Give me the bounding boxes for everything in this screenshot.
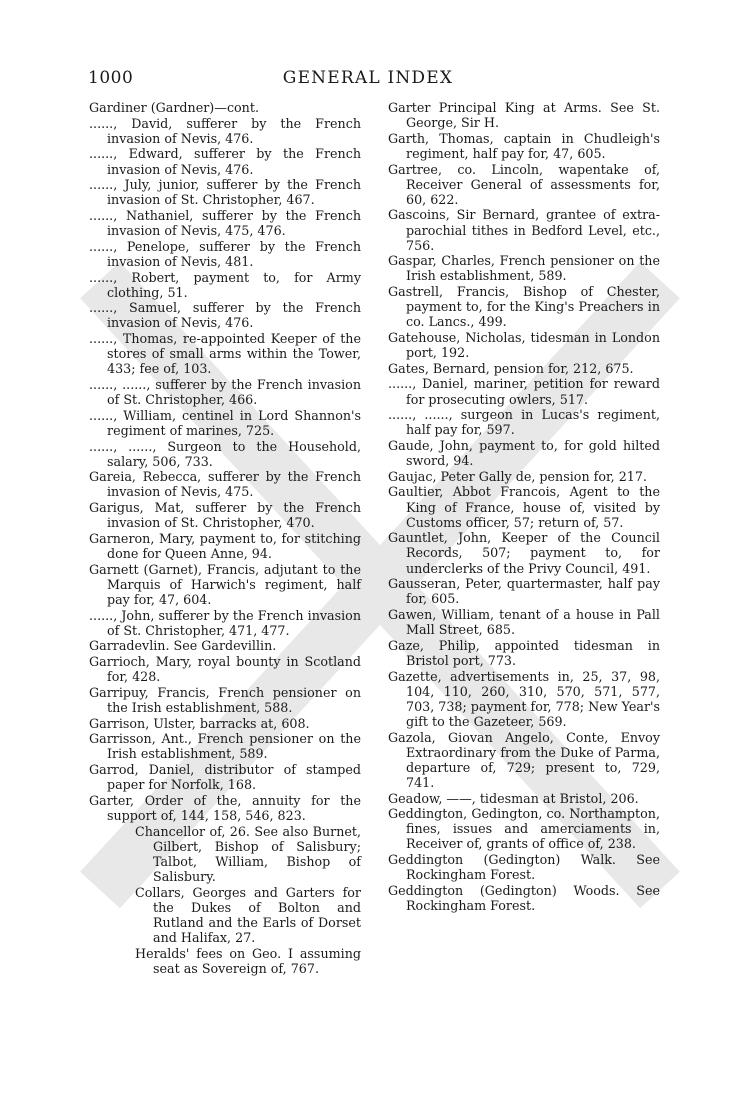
page-header — [88, 68, 648, 92]
index-entry: ......, July, junior, sufferer by the French invasion of St. Christopher, 467. — [89, 177, 361, 208]
index-entry: Gausseran, Peter, quartermaster, half pay for, 605. — [388, 576, 660, 607]
index-entry: Gaze, Philip, appointed tidesman in Bristol port, 773. — [388, 637, 660, 668]
index-entry: Gaujac, Peter Gally de, pension for, 217. — [388, 468, 647, 484]
index-entry: Gauntlet, John, Keeper of the Council Records, 507; payment to, for underclerks of the Privy Council, 491. — [388, 530, 660, 576]
index-entry: Gazette, advertisements in, 25, 37, 98, 104, 110, 260, 310, 570, 571, 577, 703, 738; payment for, 778; New Year's gift to the Gazeteer, 569. — [388, 668, 661, 729]
index-entry: ......, John, sufferer by the French invasion of St. Christopher, 471, 477. — [89, 607, 361, 638]
index-entry: Garigus, Mat, sufferer by the French invasion of St. Christopher, 470. — [89, 500, 361, 531]
index-subentry: Collars, Georges and Garters for the Dukes of Bolton and Rutland and the Earls of Dorset and Halifax, 27. — [135, 884, 361, 945]
index-column-left — [89, 100, 361, 976]
index-entry: Garrison, Ulster, barracks at, 608. — [89, 715, 310, 731]
page-number: 1000 — [88, 68, 134, 88]
index-entry: Gaspar, Charles, French pensioner on the Irish establishment, 589. — [388, 253, 660, 284]
index-entry: Geadow, ——, tidesman at Bristol, 206. — [388, 790, 639, 806]
index-entry: Garneron, Mary, payment to, for stitching done for Queen Anne, 94. — [89, 530, 361, 562]
index-entry: Gatehouse, Nicholas, tidesman in London port, 192. — [388, 329, 660, 361]
index-entry: ......, David, sufferer by the French invasion of Nevis, 476. — [89, 115, 361, 146]
index-entry: ......, Edward, sufferer by the French invasion of Nevis, 476. — [89, 146, 361, 177]
index-entry: Gazola, Giovan Angelo, Conte, Envoy Extraordinary from the Duke of Parma, departure of, 729; present to, 729, 741. — [388, 729, 660, 790]
index-entry: Garter Principal King at Arms. See St. George, Sir H. — [388, 100, 660, 131]
index-entry: ......, William, centinel in Lord Shannon's regiment of marines, 725. — [89, 407, 361, 438]
index-entry: Garth, Thomas, captain in Chudleigh's regiment, half pay for, 47, 605. — [388, 130, 660, 161]
index-subentry: Heralds' fees on Geo. I assuming seat as Sovereign of, 767. — [135, 945, 361, 976]
index-entry: Garrisson, Ant., French pensioner on the Irish establishment, 589. — [89, 731, 361, 762]
index-entry: Gascoins, Sir Bernard, grantee of extra-parochial tithes in Bedford Level, etc., 756. — [388, 207, 660, 253]
index-entry: Gaultier, Abbot Francois, Agent to the King of France, house of, visited by Customs officer, 57; return of, 57. — [388, 484, 660, 530]
index-entry: Gareia, Rebecca, sufferer by the French invasion of Nevis, 475. — [89, 469, 361, 500]
index-entry: ......, ......, surgeon in Lucas's regiment, half pay for, 597. — [388, 407, 660, 438]
index-subentry: Chancellor of, 26. See also Burnet, Gilbert, Bishop of Salisbury; Talbot, William, Bishop of Salisbury. — [135, 823, 361, 884]
index-entry: ......, Samuel, sufferer by the French invasion of Nevis, 476. — [89, 300, 361, 331]
index-entry: Garrioch, Mary, royal bounty in Scotland for, 428. — [89, 654, 361, 685]
index-entry: Garnett (Garnet), Francis, adjutant to the Marquis of Harwich's regiment, half pay for, 47, 604. — [89, 561, 361, 607]
index-entry: ......, Thomas, re-appointed Keeper of the stores of small arms within the Tower, 433; fee of, 103. — [89, 331, 361, 377]
index-entry: ......, ......, Surgeon to the Household, salary, 506, 733. — [89, 438, 361, 469]
index-entry: ......, Robert, payment to, for Army clothing, 51. — [89, 269, 361, 300]
index-entry: ......, Nathaniel, sufferer by the French invasion of Nevis, 475, 476. — [89, 208, 361, 239]
index-entry: ......, Penelope, sufferer by the French invasion of Nevis, 481. — [89, 238, 361, 269]
index-entry: Garripuy, Francis, French pensioner on the Irish establishment, 588. — [89, 684, 361, 715]
index-column-right — [388, 100, 660, 914]
index-entry: Geddington (Gedington) Walk. See Rockingham Forest. — [388, 852, 660, 883]
index-entry: Gates, Bernard, pension for, 212, 675. — [388, 360, 634, 376]
index-entry: Geddington, Gedington, co. Northampton, fines, issues and amerciaments in, Receiver of, grants of office of, 238. — [388, 806, 660, 852]
index-entry: ......, ......, sufferer by the French invasion of St. Christopher, 466. — [89, 377, 361, 408]
index-entry: Gardiner (Gardner)—cont. — [89, 100, 259, 115]
index-entry: Gastrell, Francis, Bishop of Chester, payment to, for the King's Preachers in co. Lancs., 499. — [388, 284, 660, 330]
index-entry: ......, Daniel, mariner, petition for reward for prosecuting owlers, 517. — [388, 376, 660, 407]
index-entry: Garrod, Daniel, distributor of stamped paper for Norfolk, 168. — [89, 762, 361, 793]
index-entry: Gartree, co. Lincoln, wapentake of, Receiver General of assessments for, 60, 622. — [388, 161, 660, 207]
index-entry: Garter, Order of the, annuity for the support of, 144, 158, 546, 823. — [89, 792, 361, 823]
index-entry: Garradevlin. See Gardevillin. — [89, 638, 277, 654]
index-entry: Gawen, William, tenant of a house in Pall Mall Street, 685. — [388, 607, 660, 638]
index-entry: Gaude, John, payment to, for gold hilted sword, 94. — [388, 438, 660, 469]
index-entry: Geddington (Gedington) Woods. See Rockingham Forest. — [388, 882, 660, 913]
page-title: GENERAL INDEX — [282, 68, 454, 88]
